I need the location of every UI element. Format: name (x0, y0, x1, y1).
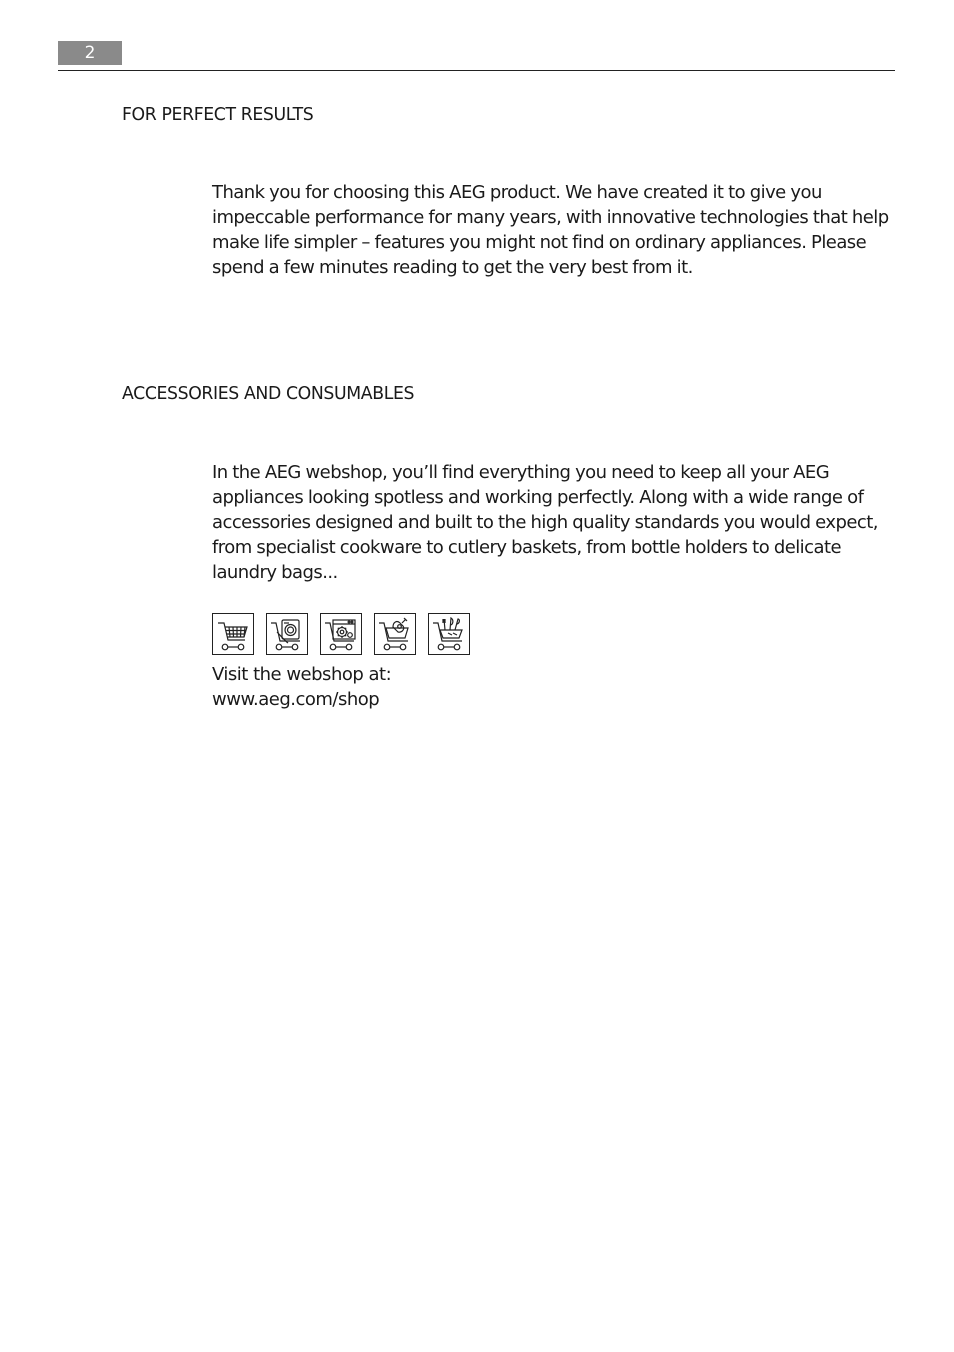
section-heading-perfect-results: FOR PERFECT RESULTS (122, 104, 314, 125)
webshop-url-link[interactable]: www.aeg.com/shop (212, 689, 380, 710)
webshop-icon-row (212, 613, 470, 655)
page-number: 2 (58, 41, 122, 65)
cart-bottle-icon (374, 613, 416, 655)
webshop-visit-block (212, 662, 391, 712)
section-heading-accessories: ACCESSORIES AND CONSUMABLES (122, 383, 415, 404)
cart-washing-machine-icon (266, 613, 308, 655)
accessories-paragraph: In the AEG webshop, you’ll find everything you need to keep all your AEG appliances looking spotless and working perfectly. Along with a wide range of accessories designed and built to the high quality standards you would expect, from specialist cookware to cutlery baskets, from bottle holders to delicate laundry bags... (212, 462, 878, 583)
webshop-visit-label: Visit the webshop at: (212, 664, 392, 685)
header-divider (58, 70, 895, 71)
cart-gear-oven-icon (320, 613, 362, 655)
cart-cutlery-icon (428, 613, 470, 655)
shopping-cart-icon (212, 613, 254, 655)
intro-paragraph: Thank you for choosing this AEG product. We have created it to give you impeccable performance for many years, with innovative technologies that help make life simpler – features you might not find on ordinary appliances. Please spend a few minutes reading to get the very best from it. (212, 182, 889, 278)
